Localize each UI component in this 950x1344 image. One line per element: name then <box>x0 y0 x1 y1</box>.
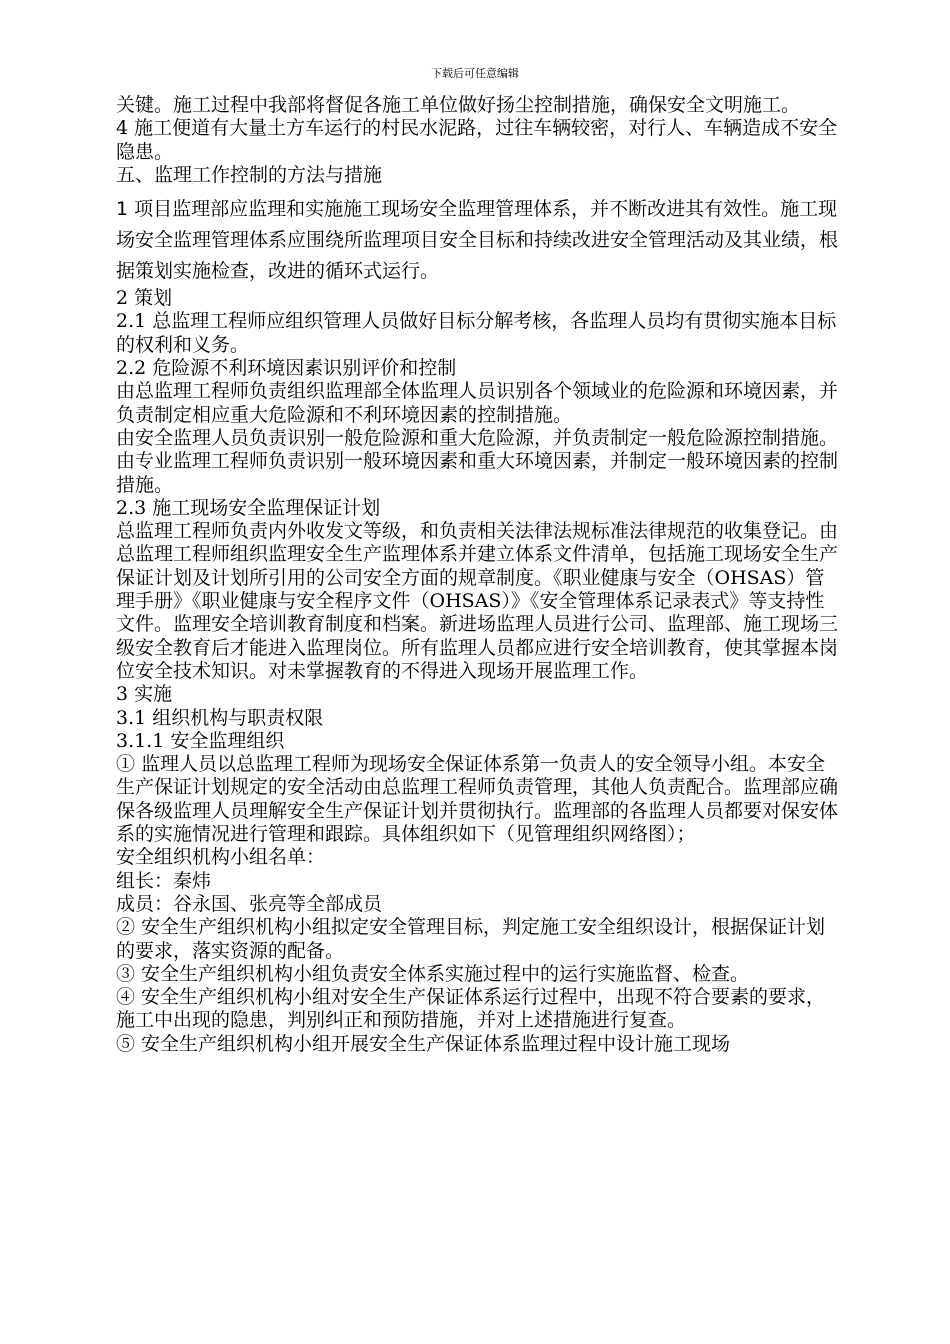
subheading: 2.2 危险源不利环境因素识别评价和控制 <box>116 357 457 380</box>
document-body <box>116 94 841 1056</box>
paragraph: 组长：秦炜 <box>116 869 212 892</box>
paragraph: ② 安全生产组织机构小组拟定安全管理目标，判定施工安全组织设计，根据保证计划的要求，落实资源的配备。 <box>116 916 826 962</box>
paragraph: ⑤ 安全生产组织机构小组开展安全生产保证体系监理过程中设计施工现场 <box>116 1032 731 1055</box>
paragraph: 由专业监理工程师负责识别一般环境因素和重大环境因素，并制定一般环境因素的控制措施。 <box>116 450 839 496</box>
paragraph: 4 施工便道有大量土方车运行的村民水泥路，过往车辆较密，对行人、车辆造成不安全隐患。 <box>116 117 838 163</box>
paragraph: 总监理工程师负责内外收发文等级，和负责相关法律法规标准法律规范的收集登记。由总监理工程师组织监理安全生产监理体系并建立体系文件清单，包括施工现场安全生产保证计划及计划所引用的公司安全方面的规章制度。《职业健康与安全（OHSAS）管理手册》《职业健康与安全程序文件（OHSAS）》《安全管理体系记录表式》等支持性文件。监理安全培训教育制度和档案。新进场监理人员进行公司、监理部、施工现场三级安全教育后才能进入监理岗位。所有监理人员都应进行安全培训教育，使其掌握本岗位安全技术知识。对未掌握教育的不得进入现场开展监理工作。 <box>116 520 839 682</box>
paragraph: 由安全监理人员负责识别一般危险源和重大危险源，并负责制定一般危险源控制措施。 <box>116 426 839 449</box>
paragraph: ③ 安全生产组织机构小组负责安全体系实施过程中的运行实施监督、检查。 <box>116 962 750 985</box>
section-heading: 五、监理工作控制的方法与措施 <box>116 163 383 186</box>
paragraph: 关键。施工过程中我部将督促各施工单位做好扬尘控制措施，确保安全文明施工。 <box>116 94 801 116</box>
paragraph: 由总监理工程师负责组织监理部全体监理人员识别各个领域业的危险源和环境因素，并负责制定相应重大危险源和不利环境因素的控制措施。 <box>116 380 839 426</box>
page-header: 下载后可任意编辑 <box>431 67 519 80</box>
paragraph: 安全组织机构小组名单： <box>116 846 326 869</box>
subheading: 3.1.1 安全监理组织 <box>116 729 285 752</box>
subheading: 3.1 组织机构与职责权限 <box>116 706 324 729</box>
paragraph: ④ 安全生产组织机构小组对安全生产保证体系运行过程中，出现不符合要素的要求，施工中出现的隐患，判别纠正和预防措施，并对上述措施进行复查。 <box>116 986 826 1032</box>
subheading: 3 实施 <box>116 683 173 706</box>
paragraph: 成员：谷永国、张亮等全部成员 <box>116 892 383 915</box>
subheading: 2 策划 <box>116 287 173 310</box>
paragraph: 2.1 总监理工程师应组织管理人员做好目标分解考核，各监理人员均有贯彻实施本目标的权利和义务。 <box>116 310 837 356</box>
subheading: 2.3 施工现场安全监理保证计划 <box>116 496 381 519</box>
paragraph: ① 监理人员以总监理工程师为现场安全保证体系第一负责人的安全领导小组。本安全生产保证计划规定的安全活动由总监理工程师负责管理，其他人负责配合。监理部应确保各级监理人员理解安全生产保证计划并贯彻执行。监理部的各监理人员都要对保安体系的实施情况进行管理和跟踪。具体组织如下（见管理组织网络图）； <box>116 753 839 846</box>
paragraph: 1 项目监理部应监理和实施施工现场安全监理管理体系，并不断改进其有效性。施工现场安全监理管理体系应围绕所监理项目安全目标和持续改进安全管理活动及其业绩，根据策划实施检查，改进的循环式运行。 <box>116 198 839 283</box>
